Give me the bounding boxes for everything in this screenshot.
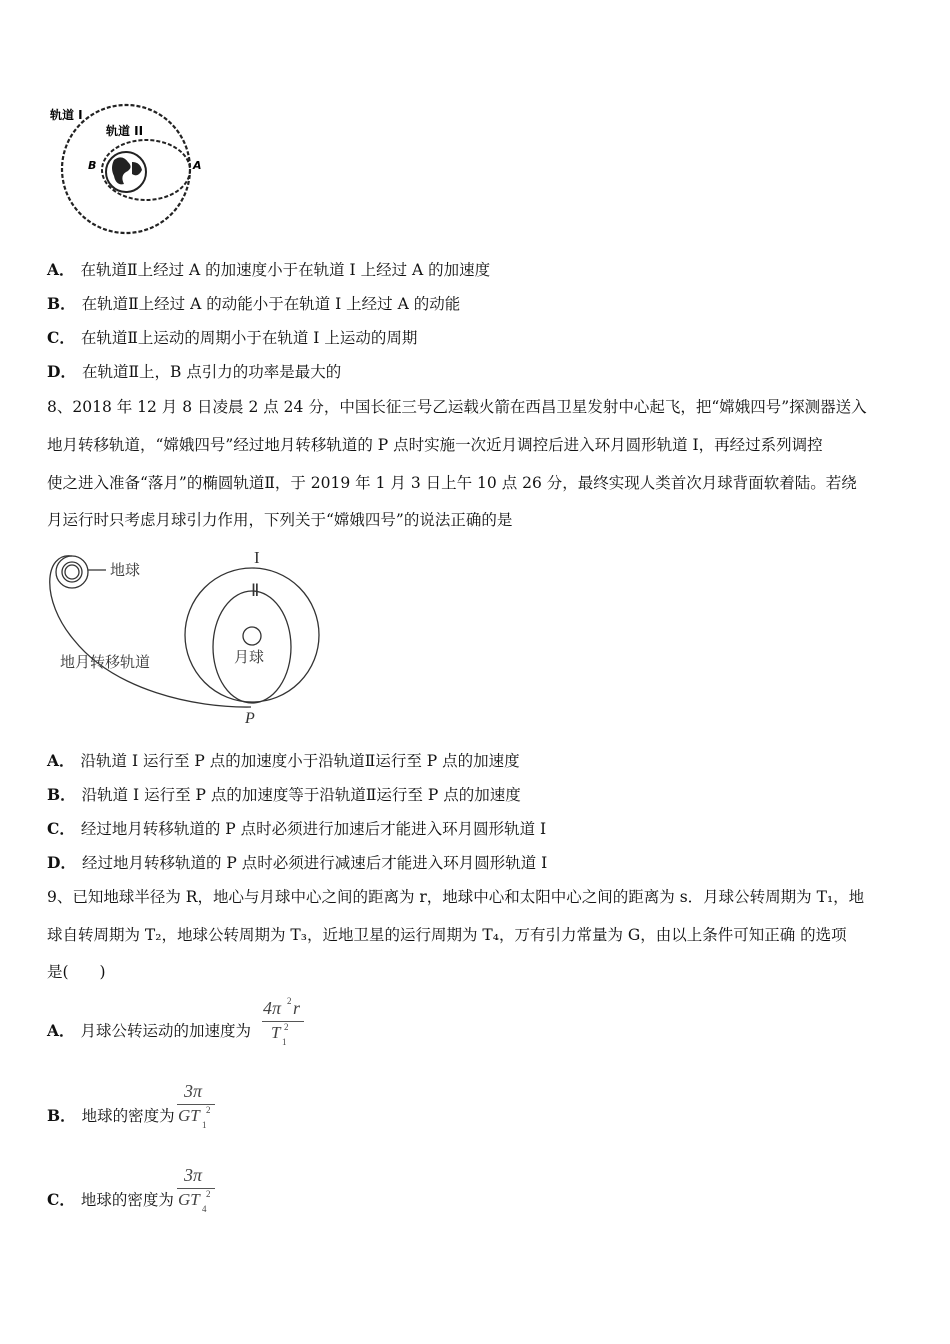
- orbit2-label: Ⅱ: [251, 581, 260, 600]
- q8-stem-line: 使之进入准备“落月”的椭圆轨道Ⅱ，于 2019 年 1 月 3 日上午 10 点 26 分，最终实现人类首次月球背面软着陆。若绕: [47, 474, 857, 492]
- q7-option-c: C． 在轨道Ⅱ上运动的周期小于在轨道 I 上运动的周期: [47, 328, 418, 347]
- q7-option-b: B． 在轨道Ⅱ上经过 A 的动能小于在轨道 I 上经过 A 的动能: [47, 294, 461, 313]
- q8-stem-line: 地月转移轨道，“嫦娥四号”经过地月转移轨道的 P 点时实施一次近月调控后进入环月圆形轨道 I，再经过系列调控: [47, 436, 823, 454]
- orbit1-label: I: [254, 548, 260, 567]
- q8-option-d: D． 经过地月转移轨道的 P 点时必须进行减速后才能进入环月圆形轨道 I: [47, 853, 548, 872]
- q7-option-a: A． 在轨道Ⅱ上经过 A 的加速度小于在轨道 I 上经过 A 的加速度: [47, 260, 491, 279]
- q8-stem-line: 月运行时只考虑月球引力作用，下列关于“嫦娥四号”的说法正确的是: [47, 511, 513, 529]
- q9-option-a: A． 月球公转运动的加速度为: [47, 1021, 252, 1040]
- earth-label: 地球: [110, 561, 141, 579]
- q9-option-c: C． 地球的密度为: [47, 1190, 174, 1209]
- orbit-figure-1: [46, 100, 221, 235]
- q9-stem-line: 9、已知地球半径为 R，地心与月球中心之间的距离为 r，地球中心和太阳中心之间的距离为 s．月球公转周期为 T₁，地: [47, 888, 865, 906]
- q8-option-b: B． 沿轨道 I 运行至 P 点的加速度等于沿轨道Ⅱ运行至 P 点的加速度: [47, 785, 521, 804]
- q8-stem-line: 8、2018 年 12 月 8 日凌晨 2 点 24 分，中国长征三号乙运载火箭在西昌卫星发射中心起飞，把“嫦娥四号”探测器送入: [47, 398, 867, 416]
- orbit-figure-2: [44, 540, 334, 730]
- orbit1-label: 轨道 I: [50, 108, 83, 122]
- point-p-label: P: [245, 710, 255, 727]
- q9-option-a-formula: 4π 2 r T 2 1: [260, 996, 306, 1048]
- q8-option-a: A． 沿轨道 I 运行至 P 点的加速度小于沿轨道Ⅱ运行至 P 点的加速度: [47, 751, 520, 770]
- point-b-label: B: [88, 159, 97, 172]
- q9-option-b: B． 地球的密度为: [47, 1106, 175, 1125]
- q9-option-b-formula: 3π GT 2 1: [176, 1079, 218, 1131]
- q9-stem-line: 球自转周期为 T₂，地球公转周期为 T₃，近地卫星的运行周期为 T₄，万有引力常量为 G，由以上条件可知正确 的选项: [47, 926, 847, 944]
- q9-option-c-formula: 3π GT 2 4: [176, 1163, 218, 1215]
- orbit2-label: 轨道 II: [106, 124, 144, 138]
- transfer-orbit-label: 地月转移轨道: [60, 653, 151, 671]
- q7-option-d: D． 在轨道Ⅱ上，B 点引力的功率是最大的: [47, 362, 342, 381]
- q8-option-c: C． 经过地月转移轨道的 P 点时必须进行加速后才能进入环月圆形轨道 I: [47, 819, 547, 838]
- point-a-label: A: [193, 159, 202, 172]
- q9-stem-line: 是( ): [47, 963, 106, 981]
- moon-label: 月球: [234, 648, 265, 666]
